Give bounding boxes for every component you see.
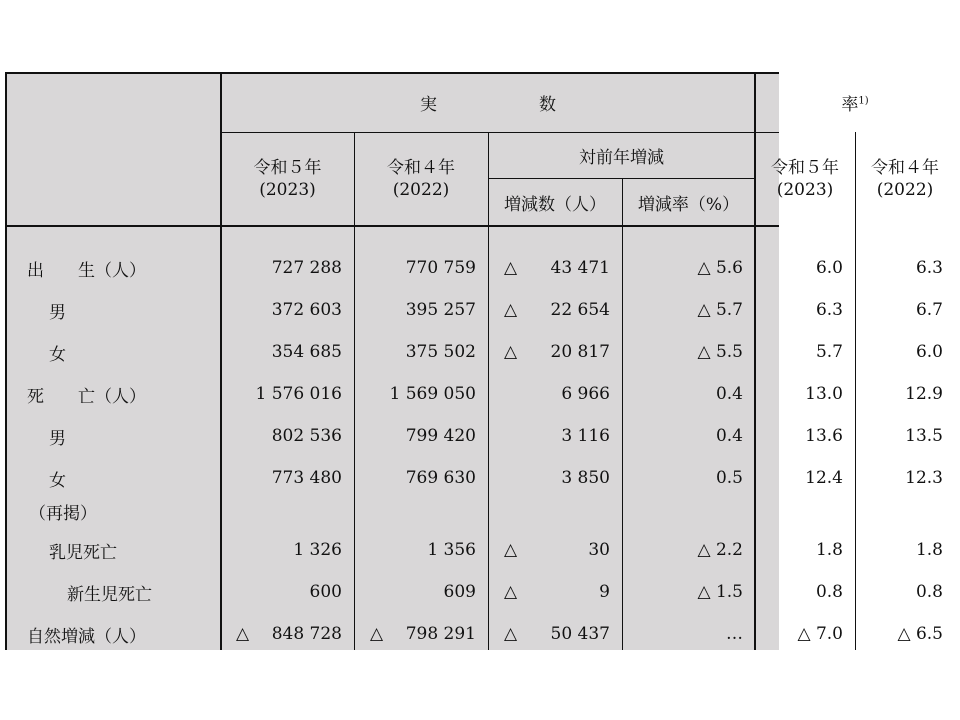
col-divider-change-rate — [622, 178, 623, 650]
vital-statistics-table — [5, 72, 943, 650]
cell-r2023: 1.8 — [815, 540, 843, 560]
cell-rate: △ 5.7 — [697, 300, 743, 320]
header-rate-2023: 令和５年 (2023) — [771, 158, 839, 200]
header-year-2023: 令和５年 (2023) — [253, 158, 322, 200]
cell-rate: △ 2.2 — [697, 540, 743, 560]
cell-v2023: 1 326 — [293, 540, 342, 560]
cell-r2022: 1.8 — [915, 540, 943, 560]
row-label: 女 — [49, 470, 66, 491]
cell-diff: 6 966 — [561, 384, 610, 404]
cell-rate: … — [726, 624, 743, 644]
row-label: 女 — [49, 344, 66, 365]
row-label: 出 生（人） — [27, 260, 146, 281]
header-bottom-border — [5, 225, 779, 227]
cell-v2022: 609 — [443, 582, 476, 602]
cell-r2023: △ 7.0 — [797, 624, 843, 644]
table-left-border — [5, 72, 7, 650]
cell-r2022: 13.5 — [905, 426, 943, 446]
header-rate-2022: 令和４年 (2022) — [871, 158, 939, 200]
cell-r2023: 0.8 — [815, 582, 843, 602]
header-year-2022: 令和４年 (2022) — [387, 158, 455, 200]
cell-r2023: 5.7 — [815, 342, 843, 362]
cell-v2022: 375 502 — [405, 342, 476, 362]
negative-mark: △ — [236, 624, 250, 644]
cell-v2022: 395 257 — [405, 300, 476, 320]
cell-v2022: 1 569 050 — [389, 384, 476, 404]
row-label: 男 — [49, 302, 66, 323]
cell-v2023: 354 685 — [271, 342, 342, 362]
cell-diff: 20 817 — [550, 342, 610, 362]
header-group-rate: 率$^{1)}$ — [841, 94, 869, 115]
cell-v2023: 727 288 — [271, 258, 342, 278]
cell-rate — [622, 497, 743, 525]
cell-v2023: 773 480 — [271, 468, 342, 488]
header-group-actual: 実 数 — [420, 94, 556, 115]
cell-r2023: 13.0 — [805, 384, 843, 404]
cell-v2023: 848 728 — [271, 624, 342, 644]
cell-v2022 — [354, 497, 476, 525]
col-divider-rate — [754, 72, 756, 650]
header-change: 対前年増減 — [579, 147, 664, 168]
col-divider-change — [488, 132, 489, 650]
cell-v2022: 798 291 — [405, 624, 476, 644]
cell-r2023 — [755, 497, 843, 525]
cell-r2022: 6.3 — [915, 258, 943, 278]
cell-rate: 0.4 — [715, 384, 743, 404]
cell-v2023: 372 603 — [271, 300, 342, 320]
cell-diff: 50 437 — [550, 624, 610, 644]
cell-r2022: 6.0 — [915, 342, 943, 362]
header-divider-1 — [221, 132, 779, 133]
col-divider-rate-2022 — [855, 132, 856, 650]
cell-v2022: 770 759 — [405, 258, 476, 278]
cell-r2022: 12.9 — [905, 384, 943, 404]
negative-mark: △ — [370, 624, 384, 644]
cell-v2022: 769 630 — [405, 468, 476, 488]
cell-r2022: 12.3 — [905, 468, 943, 488]
col-divider-label — [220, 72, 222, 650]
cell-diff: 3 850 — [561, 468, 610, 488]
cell-r2023: 13.6 — [805, 426, 843, 446]
cell-diff: 43 471 — [550, 258, 610, 278]
row-label: 死 亡（人） — [27, 386, 146, 407]
col-divider-2022 — [354, 132, 355, 650]
cell-r2023: 6.0 — [815, 258, 843, 278]
row-label: 男 — [49, 428, 66, 449]
cell-rate: △ 1.5 — [697, 582, 743, 602]
cell-r2023: 12.4 — [805, 468, 843, 488]
negative-mark: △ — [504, 342, 518, 362]
cell-v2022: 799 420 — [405, 426, 476, 446]
row-label: 乳児死亡 — [49, 542, 117, 563]
cell-r2023: 6.3 — [815, 300, 843, 320]
table-top-border — [5, 72, 779, 74]
cell-v2023: 1 576 016 — [255, 384, 342, 404]
row-label: 新生児死亡 — [67, 584, 152, 605]
negative-mark: △ — [504, 258, 518, 278]
cell-r2022 — [855, 497, 943, 525]
cell-rate: △ 5.6 — [697, 258, 743, 278]
cell-v2023 — [221, 497, 342, 525]
cell-r2022: 0.8 — [915, 582, 943, 602]
cell-v2023: 802 536 — [271, 426, 342, 446]
cell-r2022: 6.7 — [915, 300, 943, 320]
cell-diff: 3 116 — [561, 426, 610, 446]
negative-mark: △ — [504, 300, 518, 320]
cell-rate: △ 5.5 — [697, 342, 743, 362]
cell-v2022: 1 356 — [427, 540, 476, 560]
cell-diff: 22 654 — [550, 300, 610, 320]
cell-diff: 9 — [599, 582, 610, 602]
cell-diff: 30 — [588, 540, 610, 560]
header-change-count: 増減数（人） — [504, 194, 606, 215]
header-change-rate: 増減率（%） — [637, 194, 740, 215]
cell-diff — [488, 497, 610, 525]
negative-mark: △ — [504, 582, 518, 602]
cell-rate: 0.4 — [715, 426, 743, 446]
cell-v2023: 600 — [309, 582, 342, 602]
negative-mark: △ — [504, 540, 518, 560]
row-label: （再掲） — [29, 503, 97, 524]
negative-mark: △ — [504, 624, 518, 644]
row-label: 自然増減（人） — [27, 626, 146, 647]
cell-rate: 0.5 — [715, 468, 743, 488]
cell-r2022: △ 6.5 — [897, 624, 943, 644]
